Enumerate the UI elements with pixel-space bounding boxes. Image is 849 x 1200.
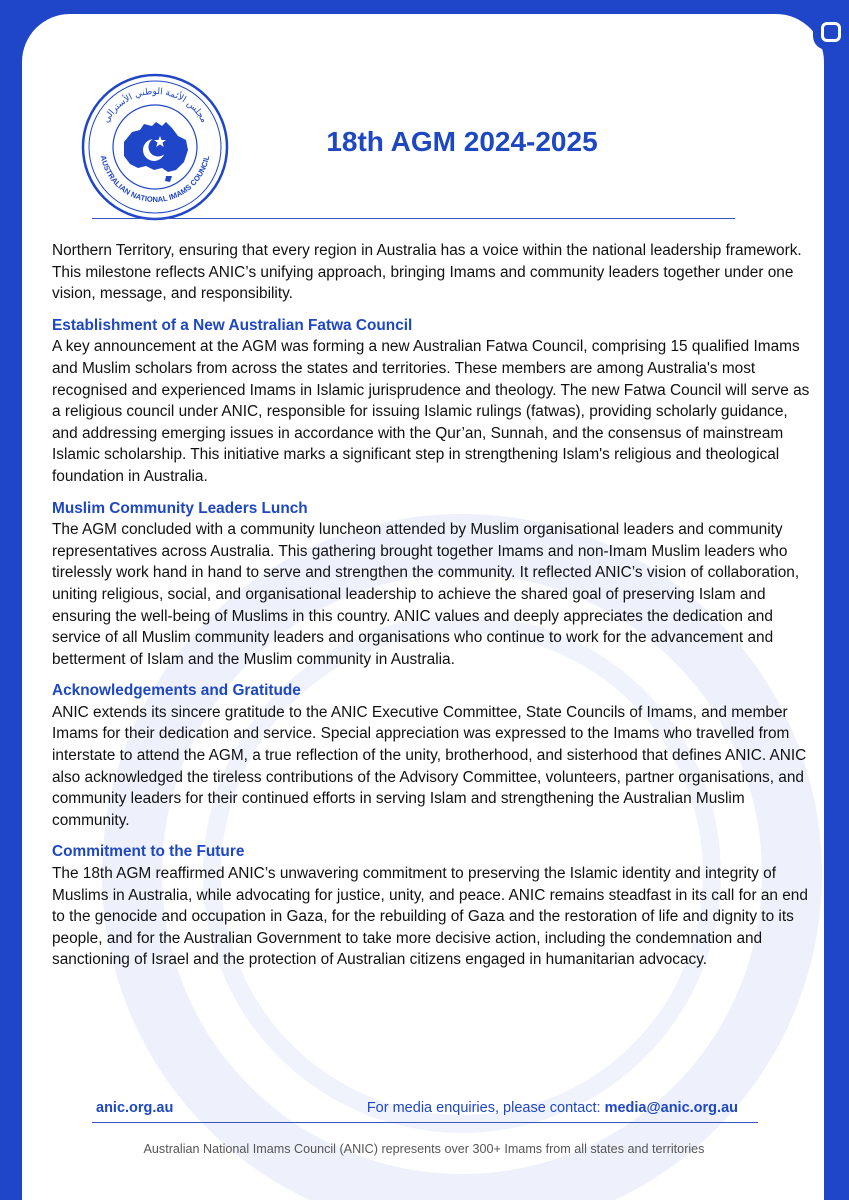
media-contact-label: For media enquiries, please contact: <box>366 1100 605 1116</box>
anic-logo <box>80 72 230 222</box>
section-heading-fatwa-council: Establishment of a New Australian Fatwa Council <box>52 316 413 334</box>
footer-tagline: Australian National Imams Council (ANIC) represents over 300+ Imams from all states and territories <box>143 1142 705 1156</box>
section-text-future: The 18th AGM reaffirmed ANIC’s unwavering commitment to preserving the Islamic identity and integrity of Muslims in Australia, while advocating for justice, unity, and peace. ANIC remains steadfast in its call for an end to the genocide and occupation in Gaza, for the rebuilding of Gaza and the restoration of life and dignity to its people, and for the Australian Government to take more decisive action, including the condemnation and sanctioning of Israel and the protection of Australian citizens engaged in humanitarian advocacy. <box>52 865 808 969</box>
page-title: 18th AGM 2024-2025 <box>326 126 598 157</box>
section-heading-acknowledgements: Acknowledgements and Gratitude <box>52 682 301 700</box>
section-heading-future: Commitment to the Future <box>52 843 245 861</box>
section-text-leaders-lunch: The AGM concluded with a community luncheon attended by Muslim organisational leaders and community representatives across Australia. This gathering brought together Imams and non-Imam Muslim leaders who tirelessly work hand in hand to serve and strengthen the community. It reflected ANIC’s vision of collaboration, uniting religious, social, and organisational leadership to achieve the shared goal of preserving Islam and ensuring the well-being of Muslims in this country. ANIC values and deeply appreciates the dedication and service of all Muslim community leaders and organisations who continue to work for the advancement and betterment of Islam and the Muslim community in Australia. <box>52 521 800 668</box>
footer-divider <box>92 1122 758 1123</box>
media-contact <box>367 1100 738 1116</box>
corner-square-icon <box>821 22 841 42</box>
article-body <box>52 240 812 981</box>
header-divider <box>92 218 735 219</box>
logo-arabic-text: مجلس الأئمة الوطني الأسترالي <box>101 86 209 125</box>
logo-ring-text: AUSTRALIAN NATIONAL IMAMS COUNCIL <box>98 154 212 204</box>
section-text-fatwa-council: A key announcement at the AGM was forming a new Australian Fatwa Council, comprising 15 qualified Imams and Muslim scholars from across the states and territories. These members are among Australia's most recognised and experienced Imams in Islamic jurisprudence and theology. The new Fatwa Council will serve as a religious council under ANIC, responsible for issuing Islamic rulings (fatwas), providing scholarly guidance, and addressing emerging issues in accordance with the Qur’an, Sunnah, and the consensus of mainstream Islamic scholarship. This initiative marks a significant step in strengthening Islam's religious and theological foundation in Australia. <box>52 338 810 485</box>
section-heading-leaders-lunch: Muslim Community Leaders Lunch <box>52 499 308 517</box>
intro-paragraph: Northern Territory, ensuring that every region in Australia has a voice within the national leadership framework. This milestone reflects ANIC’s unifying approach, bringing Imams and community leaders together under one vision, message, and responsibility. <box>52 242 802 303</box>
section-text-acknowledgements: ANIC extends its sincere gratitude to the ANIC Executive Committee, State Councils of Imams, and member Imams for their dedication and service. Special appreciation was expressed to the Imams who travelled from interstate to attend the AGM, a true reflection of the unity, brotherhood, and sisterhood that defines ANIC. ANIC also acknowledged the tireless contributions of the Advisory Committee, volunteers, partner organisations, and community leaders for their continued efforts in serving Islam and strengthening the Australian Muslim community. <box>52 703 807 829</box>
document-page <box>22 14 824 1200</box>
media-email-link[interactable]: media@anic.org.au <box>604 1100 738 1116</box>
website-link[interactable]: anic.org.au <box>96 1100 174 1116</box>
